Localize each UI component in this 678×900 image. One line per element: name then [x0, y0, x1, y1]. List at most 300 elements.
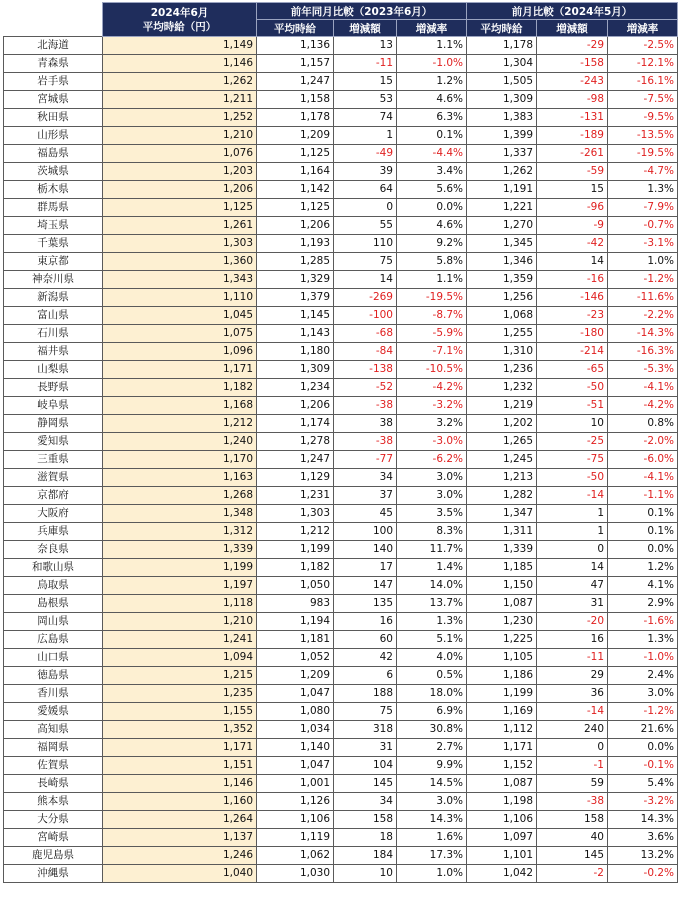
yoy-diff-cell: -100: [334, 307, 397, 325]
mom-diff-cell: 59: [537, 775, 608, 793]
prefecture-cell: 島根県: [4, 595, 103, 613]
yoy-diff-cell: 147: [334, 577, 397, 595]
mom-rate-cell: -11.6%: [608, 289, 678, 307]
mom-avg-cell: 1,245: [467, 451, 537, 469]
current-wage-cell: 1,348: [103, 505, 257, 523]
table-row: [4, 109, 678, 127]
mom-rate-cell: -14.3%: [608, 325, 678, 343]
yoy-diff-cell: -84: [334, 343, 397, 361]
mom-avg-cell: 1,304: [467, 55, 537, 73]
yoy-avg-cell: 1,136: [257, 37, 334, 55]
current-wage-header-line1: 2024年6月: [150, 6, 209, 19]
yoy-rate-cell: 1.2%: [397, 73, 467, 91]
mom-rate-cell: 5.4%: [608, 775, 678, 793]
yoy-rate-cell: 2.7%: [397, 739, 467, 757]
yoy-rate-cell: 5.1%: [397, 631, 467, 649]
mom-rate-cell: 2.4%: [608, 667, 678, 685]
mom-rate-cell: -13.5%: [608, 127, 678, 145]
yoy-rate-cell: 1.3%: [397, 613, 467, 631]
table-row: [4, 217, 678, 235]
yoy-diff-cell: -269: [334, 289, 397, 307]
current-wage-cell: 1,211: [103, 91, 257, 109]
current-wage-cell: 1,149: [103, 37, 257, 55]
yoy-avg-cell: 1,047: [257, 685, 334, 703]
mom-avg-cell: 1,101: [467, 847, 537, 865]
mom-diff-cell: -158: [537, 55, 608, 73]
yoy-rate-cell: 6.9%: [397, 703, 467, 721]
yoy-diff-cell: 158: [334, 811, 397, 829]
corner-cell: [4, 3, 103, 37]
yoy-avg-cell: 1,129: [257, 469, 334, 487]
current-wage-cell: 1,171: [103, 739, 257, 757]
table-row: [4, 37, 678, 55]
yoy-rate-cell: 4.6%: [397, 217, 467, 235]
yoy-rate-cell: 0.1%: [397, 127, 467, 145]
yoy-avg-cell: 1,379: [257, 289, 334, 307]
current-wage-cell: 1,343: [103, 271, 257, 289]
mom-rate-cell: 1.0%: [608, 253, 678, 271]
current-wage-cell: 1,210: [103, 613, 257, 631]
prefecture-cell: 大分県: [4, 811, 103, 829]
yoy-diff-cell: 42: [334, 649, 397, 667]
current-wage-cell: 1,110: [103, 289, 257, 307]
yoy-rate-cell: 17.3%: [397, 847, 467, 865]
yoy-rate-cell: 14.5%: [397, 775, 467, 793]
mom-avg-cell: 1,337: [467, 145, 537, 163]
current-wage-cell: 1,197: [103, 577, 257, 595]
current-wage-cell: 1,076: [103, 145, 257, 163]
mom-rate-cell: -16.1%: [608, 73, 678, 91]
yoy-avg-cell: 1,231: [257, 487, 334, 505]
prefecture-cell: 静岡県: [4, 415, 103, 433]
prefecture-cell: 山口県: [4, 649, 103, 667]
mom-rate-cell: -1.6%: [608, 613, 678, 631]
mom-avg-cell: 1,213: [467, 469, 537, 487]
table-row: [4, 775, 678, 793]
prefecture-cell: 広島県: [4, 631, 103, 649]
table-row: [4, 649, 678, 667]
prefecture-cell: 高知県: [4, 721, 103, 739]
yoy-diff-cell: 39: [334, 163, 397, 181]
yoy-diff-cell: 34: [334, 793, 397, 811]
prefecture-cell: 大阪府: [4, 505, 103, 523]
mom-diff-cell: -1: [537, 757, 608, 775]
mom-avg-cell: 1,347: [467, 505, 537, 523]
mom-avg-cell: 1,310: [467, 343, 537, 361]
mom-avg-cell: 1,178: [467, 37, 537, 55]
mom-diff-cell: 31: [537, 595, 608, 613]
yoy-rate-cell: 3.0%: [397, 793, 467, 811]
yoy-avg-cell: 1,247: [257, 73, 334, 91]
yoy-diff-cell: 53: [334, 91, 397, 109]
mom-diff-cell: 145: [537, 847, 608, 865]
table-row: [4, 523, 678, 541]
yoy-diff-cell: 31: [334, 739, 397, 757]
yoy-avg-cell: 1,285: [257, 253, 334, 271]
yoy-diff-cell: 13: [334, 37, 397, 55]
table-row: [4, 559, 678, 577]
table-row: [4, 631, 678, 649]
mom-avg-header: 平均時給: [467, 20, 537, 37]
yoy-avg-cell: 1,080: [257, 703, 334, 721]
table-row: [4, 667, 678, 685]
prefecture-cell: 鹿児島県: [4, 847, 103, 865]
table-row: [4, 469, 678, 487]
mom-rate-cell: 13.2%: [608, 847, 678, 865]
current-wage-cell: 1,096: [103, 343, 257, 361]
table-body: [4, 37, 678, 883]
yoy-diff-cell: 17: [334, 559, 397, 577]
table-row: [4, 127, 678, 145]
wage-table: [3, 2, 678, 883]
current-wage-header: [103, 3, 257, 37]
mom-diff-cell: 16: [537, 631, 608, 649]
mom-diff-cell: 15: [537, 181, 608, 199]
yoy-diff-cell: 188: [334, 685, 397, 703]
yoy-rate-cell: 0.5%: [397, 667, 467, 685]
mom-rate-cell: -1.2%: [608, 271, 678, 289]
mom-diff-cell: -59: [537, 163, 608, 181]
prefecture-cell: 茨城県: [4, 163, 103, 181]
yoy-rate-cell: -5.9%: [397, 325, 467, 343]
mom-avg-cell: 1,346: [467, 253, 537, 271]
mom-rate-header: 増減率: [608, 20, 678, 37]
yoy-avg-cell: 1,329: [257, 271, 334, 289]
mom-avg-cell: 1,221: [467, 199, 537, 217]
mom-diff-cell: 10: [537, 415, 608, 433]
yoy-diff-header: 増減額: [334, 20, 397, 37]
yoy-diff-cell: 37: [334, 487, 397, 505]
yoy-diff-cell: 74: [334, 109, 397, 127]
current-wage-cell: 1,241: [103, 631, 257, 649]
yoy-diff-cell: 1: [334, 127, 397, 145]
yoy-diff-cell: 10: [334, 865, 397, 883]
yoy-diff-cell: 6: [334, 667, 397, 685]
mom-diff-cell: -50: [537, 379, 608, 397]
mom-avg-cell: 1,311: [467, 523, 537, 541]
mom-rate-cell: -4.1%: [608, 469, 678, 487]
mom-diff-cell: -75: [537, 451, 608, 469]
mom-rate-cell: 1.3%: [608, 181, 678, 199]
mom-avg-cell: 1,219: [467, 397, 537, 415]
yoy-rate-cell: 3.4%: [397, 163, 467, 181]
prefecture-cell: 愛媛県: [4, 703, 103, 721]
yoy-avg-cell: 1,047: [257, 757, 334, 775]
mom-diff-cell: -146: [537, 289, 608, 307]
yoy-diff-cell: 38: [334, 415, 397, 433]
mom-diff-cell: 14: [537, 253, 608, 271]
current-wage-header-line2: 平均時給（円）: [142, 20, 217, 33]
mom-avg-cell: 1,087: [467, 775, 537, 793]
yoy-avg-cell: 1,206: [257, 217, 334, 235]
prefecture-cell: 福岡県: [4, 739, 103, 757]
yoy-diff-cell: -38: [334, 433, 397, 451]
yoy-rate-cell: 5.8%: [397, 253, 467, 271]
mom-avg-cell: 1,270: [467, 217, 537, 235]
yoy-diff-cell: 104: [334, 757, 397, 775]
mom-avg-cell: 1,236: [467, 361, 537, 379]
prefecture-cell: 富山県: [4, 307, 103, 325]
yoy-rate-cell: 3.2%: [397, 415, 467, 433]
yoy-avg-cell: 1,164: [257, 163, 334, 181]
mom-diff-cell: 0: [537, 541, 608, 559]
yoy-avg-cell: 1,050: [257, 577, 334, 595]
yoy-rate-cell: 9.9%: [397, 757, 467, 775]
mom-avg-cell: 1,171: [467, 739, 537, 757]
mom-avg-cell: 1,068: [467, 307, 537, 325]
mom-rate-cell: -5.3%: [608, 361, 678, 379]
mom-avg-cell: 1,225: [467, 631, 537, 649]
current-wage-cell: 1,094: [103, 649, 257, 667]
yoy-diff-cell: 15: [334, 73, 397, 91]
mom-rate-cell: -0.7%: [608, 217, 678, 235]
current-wage-cell: 1,203: [103, 163, 257, 181]
mom-diff-cell: -29: [537, 37, 608, 55]
yoy-rate-cell: 14.3%: [397, 811, 467, 829]
current-wage-cell: 1,163: [103, 469, 257, 487]
mom-avg-cell: 1,106: [467, 811, 537, 829]
current-wage-cell: 1,170: [103, 451, 257, 469]
yoy-avg-cell: 1,174: [257, 415, 334, 433]
mom-avg-cell: 1,087: [467, 595, 537, 613]
table-row: [4, 235, 678, 253]
table-row: [4, 271, 678, 289]
current-wage-cell: 1,210: [103, 127, 257, 145]
prefecture-cell: 新潟県: [4, 289, 103, 307]
table-row: [4, 397, 678, 415]
mom-avg-cell: 1,262: [467, 163, 537, 181]
mom-rate-cell: -7.5%: [608, 91, 678, 109]
yoy-avg-cell: 1,209: [257, 667, 334, 685]
mom-avg-cell: 1,309: [467, 91, 537, 109]
prefecture-cell: 佐賀県: [4, 757, 103, 775]
yoy-rate-cell: -19.5%: [397, 289, 467, 307]
yoy-avg-cell: 1,001: [257, 775, 334, 793]
yoy-diff-cell: -68: [334, 325, 397, 343]
current-wage-cell: 1,075: [103, 325, 257, 343]
mom-avg-cell: 1,255: [467, 325, 537, 343]
mom-rate-cell: 0.1%: [608, 505, 678, 523]
current-wage-cell: 1,261: [103, 217, 257, 235]
yoy-avg-cell: 1,106: [257, 811, 334, 829]
mom-diff-cell: 1: [537, 505, 608, 523]
yoy-avg-cell: 1,145: [257, 307, 334, 325]
mom-rate-cell: -12.1%: [608, 55, 678, 73]
yoy-rate-cell: 1.1%: [397, 37, 467, 55]
current-wage-cell: 1,268: [103, 487, 257, 505]
yoy-diff-cell: 34: [334, 469, 397, 487]
mom-rate-cell: -6.0%: [608, 451, 678, 469]
mom-rate-cell: 14.3%: [608, 811, 678, 829]
mom-diff-cell: -9: [537, 217, 608, 235]
prefecture-cell: 群馬県: [4, 199, 103, 217]
yoy-diff-cell: 60: [334, 631, 397, 649]
yoy-rate-cell: -7.1%: [397, 343, 467, 361]
current-wage-cell: 1,264: [103, 811, 257, 829]
current-wage-cell: 1,040: [103, 865, 257, 883]
yoy-diff-cell: -38: [334, 397, 397, 415]
mom-rate-cell: -9.5%: [608, 109, 678, 127]
mom-diff-cell: -23: [537, 307, 608, 325]
prefecture-cell: 奈良県: [4, 541, 103, 559]
mom-rate-cell: 4.1%: [608, 577, 678, 595]
yoy-diff-cell: 75: [334, 703, 397, 721]
mom-avg-cell: 1,169: [467, 703, 537, 721]
prefecture-cell: 滋賀県: [4, 469, 103, 487]
prefecture-cell: 福井県: [4, 343, 103, 361]
table-row: [4, 379, 678, 397]
prefecture-cell: 石川県: [4, 325, 103, 343]
mom-diff-cell: 40: [537, 829, 608, 847]
yoy-avg-cell: 1,034: [257, 721, 334, 739]
yoy-rate-cell: -4.2%: [397, 379, 467, 397]
yoy-rate-cell: 3.0%: [397, 487, 467, 505]
yoy-diff-cell: 135: [334, 595, 397, 613]
mom-rate-cell: -2.2%: [608, 307, 678, 325]
current-wage-cell: 1,045: [103, 307, 257, 325]
yoy-rate-cell: 3.5%: [397, 505, 467, 523]
yoy-rate-cell: -10.5%: [397, 361, 467, 379]
mom-rate-cell: 1.3%: [608, 631, 678, 649]
prefecture-cell: 福島県: [4, 145, 103, 163]
prefecture-cell: 和歌山県: [4, 559, 103, 577]
mom-avg-cell: 1,383: [467, 109, 537, 127]
prefecture-cell: 三重県: [4, 451, 103, 469]
mom-rate-cell: -2.0%: [608, 433, 678, 451]
mom-diff-cell: -51: [537, 397, 608, 415]
current-wage-cell: 1,212: [103, 415, 257, 433]
yoy-rate-cell: 4.6%: [397, 91, 467, 109]
mom-diff-cell: 36: [537, 685, 608, 703]
yoy-rate-cell: 4.0%: [397, 649, 467, 667]
mom-rate-cell: 0.8%: [608, 415, 678, 433]
yoy-rate-cell: 1.1%: [397, 271, 467, 289]
yoy-avg-cell: 1,180: [257, 343, 334, 361]
table-row: [4, 721, 678, 739]
table-header: [4, 3, 678, 37]
mom-diff-cell: 0: [537, 739, 608, 757]
current-wage-cell: 1,146: [103, 775, 257, 793]
mom-diff-cell: -20: [537, 613, 608, 631]
current-wage-cell: 1,235: [103, 685, 257, 703]
yoy-rate-cell: -3.0%: [397, 433, 467, 451]
current-wage-cell: 1,360: [103, 253, 257, 271]
yoy-diff-cell: 110: [334, 235, 397, 253]
mom-diff-cell: -14: [537, 703, 608, 721]
yoy-avg-cell: 1,126: [257, 793, 334, 811]
yoy-diff-cell: 75: [334, 253, 397, 271]
mom-avg-cell: 1,230: [467, 613, 537, 631]
table-row: [4, 307, 678, 325]
yoy-rate-cell: 3.0%: [397, 469, 467, 487]
table-row: [4, 199, 678, 217]
yoy-rate-cell: -3.2%: [397, 397, 467, 415]
mom-rate-cell: -1.2%: [608, 703, 678, 721]
mom-diff-cell: -16: [537, 271, 608, 289]
yoy-avg-cell: 1,234: [257, 379, 334, 397]
yoy-avg-cell: 1,052: [257, 649, 334, 667]
table-row: [4, 541, 678, 559]
mom-avg-cell: 1,150: [467, 577, 537, 595]
current-wage-cell: 1,240: [103, 433, 257, 451]
mom-rate-cell: 0.0%: [608, 739, 678, 757]
mom-rate-cell: -7.9%: [608, 199, 678, 217]
mom-avg-cell: 1,112: [467, 721, 537, 739]
prefecture-cell: 神奈川県: [4, 271, 103, 289]
prefecture-cell: 北海道: [4, 37, 103, 55]
yoy-rate-cell: -8.7%: [397, 307, 467, 325]
yoy-diff-cell: 100: [334, 523, 397, 541]
mom-diff-cell: -98: [537, 91, 608, 109]
table-row: [4, 181, 678, 199]
yoy-diff-cell: -11: [334, 55, 397, 73]
yoy-diff-cell: -52: [334, 379, 397, 397]
prefecture-cell: 山梨県: [4, 361, 103, 379]
prefecture-cell: 岩手県: [4, 73, 103, 91]
mom-avg-cell: 1,186: [467, 667, 537, 685]
table-row: [4, 343, 678, 361]
table-row: [4, 487, 678, 505]
yoy-diff-cell: 18: [334, 829, 397, 847]
table-row: [4, 829, 678, 847]
current-wage-cell: 1,137: [103, 829, 257, 847]
table-row: [4, 577, 678, 595]
prefecture-cell: 東京都: [4, 253, 103, 271]
current-wage-cell: 1,125: [103, 199, 257, 217]
mom-rate-cell: 0.0%: [608, 541, 678, 559]
yoy-avg-cell: 1,209: [257, 127, 334, 145]
yoy-avg-cell: 1,181: [257, 631, 334, 649]
mom-diff-cell: -180: [537, 325, 608, 343]
yoy-rate-cell: 11.7%: [397, 541, 467, 559]
mom-diff-cell: 14: [537, 559, 608, 577]
mom-diff-cell: 47: [537, 577, 608, 595]
mom-avg-cell: 1,359: [467, 271, 537, 289]
current-wage-cell: 1,155: [103, 703, 257, 721]
table-row: [4, 793, 678, 811]
mom-diff-cell: -50: [537, 469, 608, 487]
prefecture-cell: 長崎県: [4, 775, 103, 793]
yoy-avg-cell: 1,030: [257, 865, 334, 883]
mom-rate-cell: -1.0%: [608, 649, 678, 667]
yoy-rate-cell: 18.0%: [397, 685, 467, 703]
table-row: [4, 289, 678, 307]
mom-diff-cell: -14: [537, 487, 608, 505]
yoy-rate-cell: 6.3%: [397, 109, 467, 127]
table-row: [4, 361, 678, 379]
prefecture-cell: 岡山県: [4, 613, 103, 631]
prefecture-cell: 鳥取県: [4, 577, 103, 595]
table-row: [4, 55, 678, 73]
yoy-avg-cell: 1,303: [257, 505, 334, 523]
yoy-avg-cell: 1,119: [257, 829, 334, 847]
mom-rate-cell: 1.2%: [608, 559, 678, 577]
mom-avg-cell: 1,505: [467, 73, 537, 91]
mom-avg-cell: 1,345: [467, 235, 537, 253]
yoy-diff-cell: 140: [334, 541, 397, 559]
mom-rate-cell: 2.9%: [608, 595, 678, 613]
prefecture-cell: 京都府: [4, 487, 103, 505]
mom-avg-cell: 1,399: [467, 127, 537, 145]
yoy-avg-cell: 1,193: [257, 235, 334, 253]
prefecture-cell: 香川県: [4, 685, 103, 703]
prefecture-cell: 兵庫県: [4, 523, 103, 541]
yoy-avg-cell: 983: [257, 595, 334, 613]
yoy-rate-cell: 1.0%: [397, 865, 467, 883]
current-wage-cell: 1,246: [103, 847, 257, 865]
mom-diff-cell: 158: [537, 811, 608, 829]
mom-diff-cell: -243: [537, 73, 608, 91]
